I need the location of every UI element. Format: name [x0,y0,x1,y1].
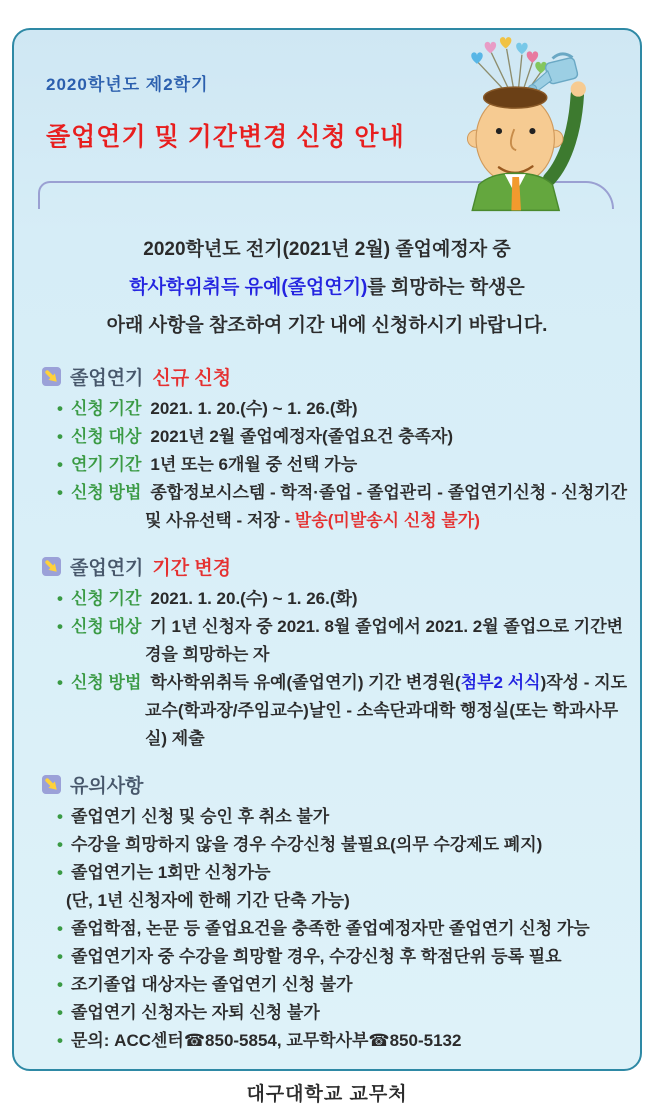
announcement-panel [12,28,642,1105]
section-title-main: 졸업연기 [70,367,144,389]
section-title-main: 졸업연기 [70,557,144,579]
bullet-dot: • [57,399,63,418]
section-new-application [42,361,640,535]
list-item: • 졸업연기 신청 및 승인 후 취소 불가 [57,807,330,826]
section-period-change [42,551,640,753]
list-item: • 졸업연기자 중 수강을 희망할 경우, 수강신청 후 학점단위 등록 필요 [57,947,562,966]
list-item: • 졸업연기 신청자는 자퇴 신청 불가 [57,1003,320,1022]
list-item: • 신청 기간 2021. 1. 20.(수) ~ 1. 26.(화) [57,589,358,608]
arrow-badge-icon [42,775,61,794]
warning-text: 발송(미발송시 신청 불가) [294,511,480,530]
list-item: • 수강을 희망하지 않을 경우 수강신청 불필요(의무 수강제도 폐지) [57,835,543,854]
intro-paragraph [14,231,640,345]
list-item: • 신청 대상 2021년 2월 졸업예정자(졸업요건 충족자) [57,427,454,446]
bullet-list [57,803,639,1055]
arrow-badge-icon [42,557,61,576]
list-item: • 신청 방법 학사학위취득 유예(졸업연기) 기간 변경원(첨부2 서식)작성 - 지도교수(학과장/주임교수)날인 - 소속단과대학 행정실(또는 학과사무실) 제출 [57,673,628,748]
bullet-dot: • [57,863,63,882]
list-item: • 조기졸업 대상자는 졸업연기 신청 불가 [57,975,353,994]
bullet-dot: • [57,947,63,966]
list-item [57,1027,639,1055]
bullet-list [57,395,639,535]
list-item: • 신청 대상 기 1년 신청자 중 2021. 8월 졸업에서 2021. 2월 졸업으로 기간변경을 희망하는 자 [57,617,624,664]
contact-info: 문의: ACC센터☎850-5854, 교무학사부☎850-5132 [70,1031,462,1050]
bullet-dot: • [57,589,63,608]
bullet-list [57,585,639,753]
bullet-dot: • [57,673,63,692]
bullet-dot: • [57,483,63,502]
section-title-main: 유의사항 [70,775,144,797]
section-title-accent: 기간 변경 [152,557,232,579]
list-item: • 연기 기간 1년 또는 6개월 중 선택 가능 [57,455,358,474]
section-notes [42,769,640,1055]
bullet-dot: • [57,427,63,446]
attachment-link-text: 첨부2 서식 [460,673,541,692]
signature: 대구대학교 교무처 [246,1084,408,1105]
bullet-dot: • [57,919,63,938]
section-title [42,769,640,799]
intro-line-3: 아래 사항을 참조하여 기간 내에 신청하시기 바랍니다. [106,315,548,336]
bullet-dot: • [57,455,63,474]
bullet-dot: • [57,975,63,994]
bullet-dot: • [57,807,63,826]
section-title [42,551,640,581]
list-item: • 졸업연기는 1회만 신청가능 [57,863,271,882]
list-item: • 신청 방법 종합정보시스템 - 학적·졸업 - 졸업관리 - 졸업연기신청 - 신청기간 및 사유선택 - 저장 - 발송(미발송시 신청 불가) [57,483,628,530]
bullet-dot: • [57,1031,63,1050]
bullet-dot: • [57,835,63,854]
header [14,30,640,153]
section-title [42,361,640,391]
page-title: 졸업연기 및 기간변경 신청 안내 [46,123,405,151]
intro-line-1: 2020학년도 전기(2021년 2월) 졸업예정자 중 [143,239,511,260]
list-item: • 졸업학점, 논문 등 졸업요건을 충족한 졸업예정자만 졸업연기 신청 가능 [57,919,590,938]
list-subnote: (단, 1년 신청자에 한해 기간 단축 가능) [66,891,350,910]
semester-label: 2020학년도 제2학기 [46,75,209,94]
list-item: • 신청 기간 2021. 1. 20.(수) ~ 1. 26.(화) [57,399,358,418]
bullet-dot: • [57,1003,63,1022]
header-divider [38,181,614,209]
arrow-badge-icon [42,367,61,386]
intro-line-2: 학사학위취득 유예(졸업연기)를 희망하는 학생은 [129,277,525,298]
bullet-dot: • [57,617,63,636]
section-title-accent: 신규 신청 [152,367,232,389]
intro-highlight: 학사학위취득 유예(졸업연기) [129,277,368,298]
